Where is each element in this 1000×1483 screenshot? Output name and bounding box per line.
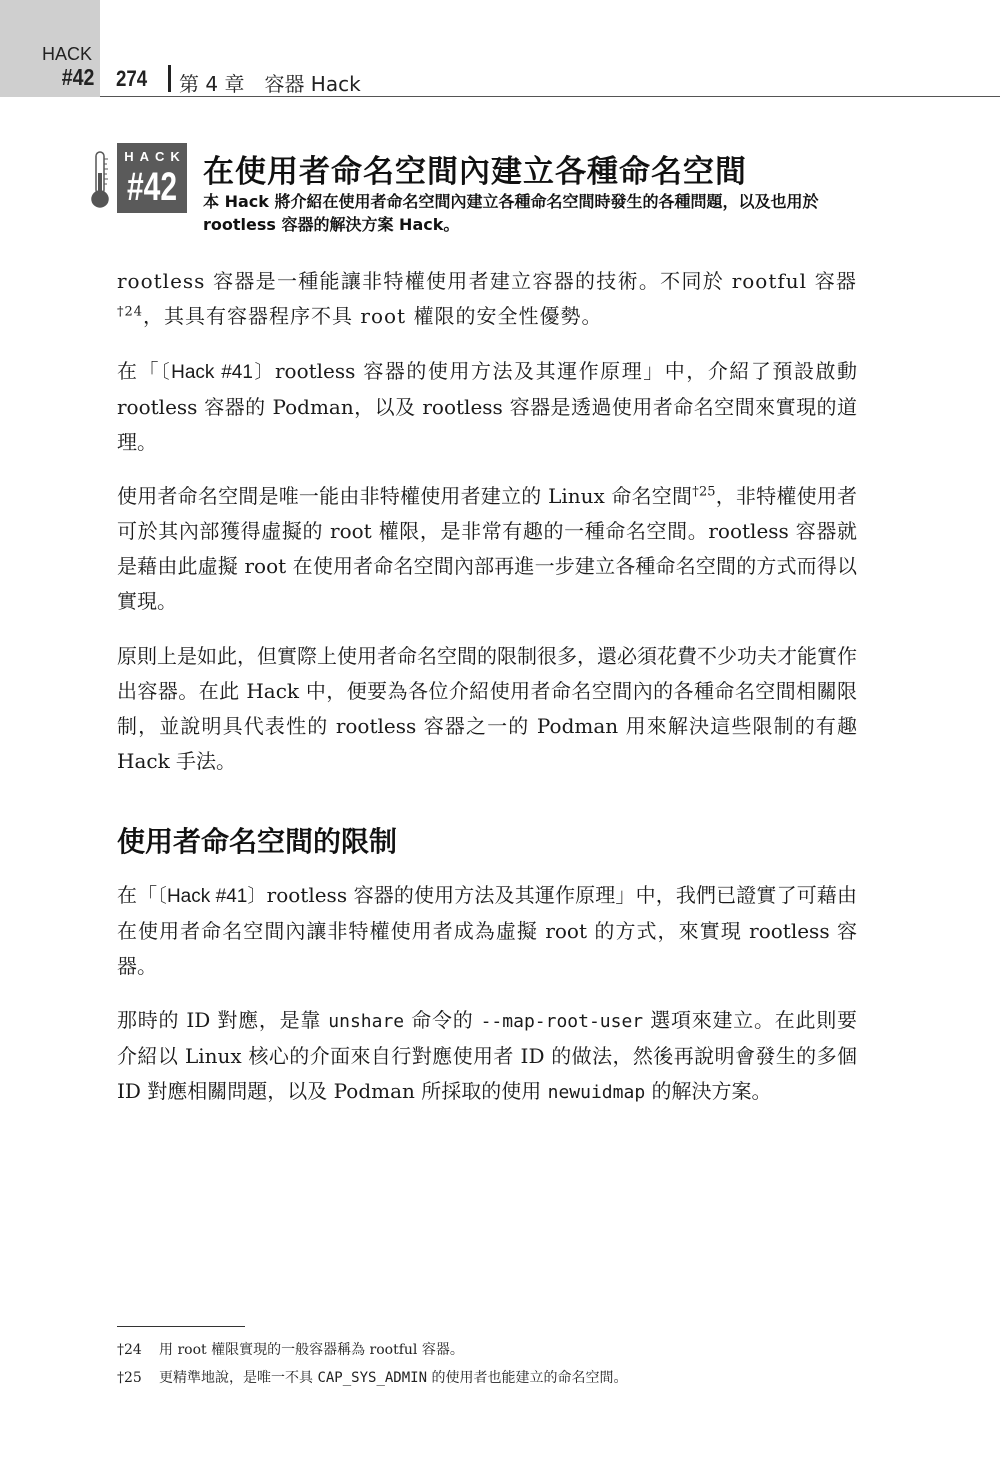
code-map-root-user: --map-root-user <box>480 1011 644 1032</box>
footnote-25 <box>117 1368 627 1388</box>
chapter-title: 第 4 章 容器 Hack <box>179 72 361 96</box>
code-newuidmap: newuidmap <box>547 1082 646 1103</box>
side-tab-label: HACK <box>41 44 92 64</box>
footnote-rule <box>117 1326 245 1327</box>
header-divider <box>168 65 171 92</box>
chapter-side-tab <box>0 0 100 97</box>
paragraph-6: 那時的 ID 對應，是靠 unshare 命令的 --map-root-user 選項來建立。在此則要介紹以 Linux 核心的介面來自行對應使用者 ID 的做法，然後再說明會發生的多個 ID 對應相關問題，以及 Podman 所採取的使用 newuidmap 的解決方案。 <box>117 1008 858 1103</box>
side-tab-number: #42 <box>61 64 94 90</box>
hack-badge-label: HACK <box>124 149 186 164</box>
hack-41-reference[interactable]: 〔Hack #41〕 <box>160 362 275 383</box>
footnote-24 <box>117 1340 464 1360</box>
hack-title: 在使用者命名空間內建立各種命名空間 <box>203 154 747 190</box>
thermometer-icon <box>89 151 111 209</box>
header-rule <box>100 96 1000 97</box>
paragraph-5: 在「〔Hack #41〕rootless 容器的使用方法及其運作原理」中，我們已證實了可藉由在使用者命名空間內讓非特權使用者成為虛擬 root 的方式，來實現 rootless 容器。 <box>117 883 858 978</box>
code-unshare: unshare <box>328 1011 405 1032</box>
page-number: 274 <box>116 66 148 91</box>
footnote-ref-25[interactable]: †25 <box>692 484 716 500</box>
hack-badge <box>117 143 187 213</box>
paragraph-1: rootless 容器是一種能讓非特權使用者建立容器的技術。不同於 rootful 容器$^{\dagger 24}$，其具有容器程序不具 root 權限的安全性優勢。 <box>117 269 857 328</box>
footnote-text: 的使用者也能建立的命名空間。 <box>427 1370 628 1386</box>
footnote-text: 更精準地說，是唯一不具 <box>159 1370 318 1386</box>
section-heading: 使用者命名空間的限制 <box>117 825 398 858</box>
paragraph-3: 使用者命名空間是唯一能由非特權使用者建立的 Linux 命名空間$^{\dagger 25}$，非特權使用者可於其內部獲得虛擬的 root 權限，是非常有趣的一種命名空間。rootless 容器就是藉由此虛擬 root 在使用者命名空間內部再進一步建立各種命名空間的方式而得以實現。 <box>117 484 858 613</box>
paragraph-2: 在「〔Hack #41〕rootless 容器的使用方法及其運作原理」中，介紹了預設啟動 rootless 容器的 Podman，以及 rootless 容器是透過使用者命名空間來實現的道理。 <box>117 359 858 454</box>
hack-subtitle: 本 Hack 將介紹在使用者命名空間內建立各種命名空間時發生的各種問題，以及也用於 rootless 容器的解決方案 Hack。 <box>203 192 819 234</box>
paragraph-4: 原則上是如此，但實際上使用者命名空間的限制很多，還必須花費不少功夫才能實作出容器。在此 Hack 中，便要為各位介紹使用者命名空間內的各種命名空間相關限制，並說明具代表性的 rootless 容器之一的 Podman 用來解決這些限制的有趣 Hack 手法。 <box>117 644 857 773</box>
footnote-text: 用 root 權限實現的一般容器稱為 rootful 容器。 <box>159 1342 464 1358</box>
footnote-mark: †24 <box>117 1342 142 1358</box>
code-cap-sys-admin: CAP_SYS_ADMIN <box>317 1370 428 1386</box>
footnote-ref-24[interactable]: †24 <box>117 304 144 320</box>
hack-badge-number: #42 <box>126 165 178 209</box>
hack-41-reference[interactable]: 〔Hack #41〕 <box>157 886 267 907</box>
footnote-mark: †25 <box>117 1370 142 1386</box>
